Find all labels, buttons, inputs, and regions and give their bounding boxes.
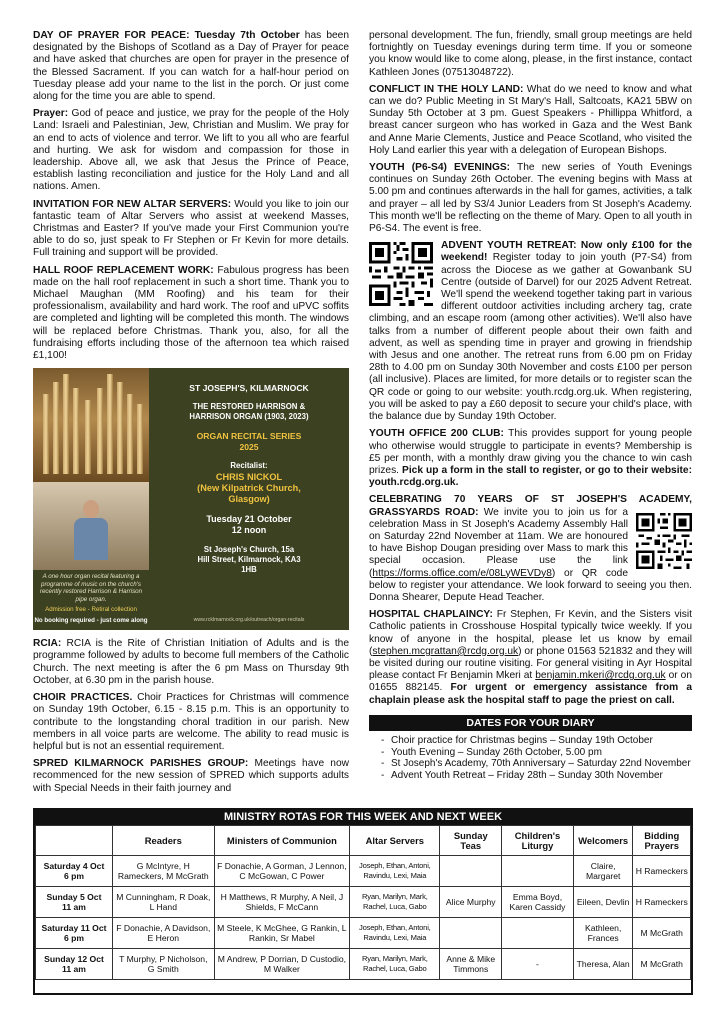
retreat-qr-code[interactable] (369, 242, 433, 306)
rota-header-row (36, 826, 691, 856)
day-of-prayer-text: has been designated by the Bishops of Scotland as a Day of Prayer for peace and have asked that churches are open for prayer in the presence of the Blessed Sacrament. If you can watch for a half-hour period on Tuesday please add your name to the list in the porch. Or just come along for the time you are able to spend. (33, 30, 349, 103)
rota-col-header: Sunday Teas (440, 826, 502, 856)
rota-bidding-cell: H Rameckers (633, 856, 691, 887)
academy-registration-link[interactable]: https://forms.office.com/e/08LyWEVDy8 (372, 567, 552, 579)
table-row (36, 887, 691, 918)
diary-item: - Advent Youth Retreat – Friday 28th – Sunday 30th November (381, 770, 692, 782)
rota-welcomers-cell: Theresa, Alan (573, 949, 633, 980)
rcia-notice (33, 638, 349, 687)
hall-roof-notice (33, 265, 349, 363)
rota-liturgy-cell (502, 856, 574, 887)
rcia-heading: RCIA: (33, 638, 62, 650)
poster-date: Tuesday 21 October (206, 514, 292, 525)
rota-col-header: Welcomers (573, 826, 633, 856)
retreat-text: Register today to join youth (P7-S4) from across the Diocese as we gather at Gowanbank SU Centre (outside of Darvel) for our 2025 Advent Retreat. We'll spend the weekend together taking part in various different outdoor activities including archery tag, crate climbing, and an escape room (among other activities). We'll also have talks from a number of different people about their own faith and advent, as well as spending time in prayer and growing in friendship with Jesus and one another. The retreat runs from 6.00 pm on Friday 28th to 4.00 pm on Sunday 30th November and costs £100 per person (all inclusive). Places are limited, for more details or to register scan the QR code or going to our website: youth.rcdg.org.uk. When registering, you will be asked to pay a £60 deposit to secure your child's place, with the balance due by Sunday 19th October. (369, 252, 692, 423)
club-bold: Pick up a form in the stall to register, or go to their website: youth.rcdg.org.uk. (369, 464, 692, 489)
club-heading: YOUTH OFFICE 200 CLUB: (369, 428, 504, 440)
rota-col-header: Readers (112, 826, 214, 856)
rota-communion-cell: M Andrew, P Dorrian, D Custodio, M Walker (214, 949, 350, 980)
poster-time: 12 noon (231, 525, 267, 536)
table-row (36, 856, 691, 887)
hospital-text-1: Fr Stephen, Fr Kevin, and the Sisters visit Catholic patients in Crosshouse Hospital typically twice weekly. If you know of anyone in the hospital, please let us know by email ( (369, 609, 692, 657)
day-of-prayer-notice (33, 30, 349, 103)
youth-heading: YOUTH (P6-S4) EVENINGS: (369, 162, 511, 174)
rota-readers-cell: G McIntyre, H Rameckers, M McGrath (112, 856, 214, 887)
rota-teas-cell: Alice Murphy (440, 887, 502, 918)
rota-col-header: Bidding Prayers (633, 826, 691, 856)
prayer-heading: Prayer: (33, 108, 69, 120)
hospital-notice (369, 609, 692, 707)
hall-roof-text: Fabulous progress has been made on the hall roof replacement in such a short time. Thank you to Michael Maughan (MM Roofing) and his team for their professionalism, availability and hard work. The roof and uPVC soffits are completed and lighting will be completed this month. The windows will be replaced before Christmas. Thank you, also, for all the fundraising efforts including those of the afternoon tea which raised £1,100! (33, 264, 349, 362)
recitalist-figure (71, 500, 111, 560)
academy-heading: CELEBRATING 70 YEARS OF ST JOSEPH'S ACADEMY, GRASSYARDS ROAD: (369, 494, 692, 518)
spred-continued: personal development. The fun, friendly, small group meetings are held fortnightly on Tuesday evenings during term time. If you or someone you know would like to come along, please, in the first instance, contact Kathleen Jones (07513048722). (369, 30, 692, 78)
spred-text: Meetings have now recommenced for the new session of SPRED which supports adults with Special Needs in their faith journey and (33, 758, 349, 794)
hospital-text-3: or on 01655 882145. (369, 670, 692, 694)
poster-caption: A one hour organ recital featuring a programme of music on the church's recently restored Harrison & Harrison pipe organ. (39, 573, 143, 604)
ministry-rota (33, 808, 693, 995)
rota-welcomers-cell: Claire, Margaret (573, 856, 633, 887)
hospital-email-link-2[interactable]: benjamin.mkeri@rcdg.org.uk (535, 670, 666, 682)
academy-text-2: ) or QR code below to register your attendance. We look forward to seeing you then. Donna Shearer, Depute Head Teacher. (369, 567, 692, 603)
rota-communion-cell: F Donachie, A Gorman, J Lennon, C McGowan, C Power (214, 856, 350, 887)
poster-series: ORGAN RECITAL SERIES 2025 (196, 431, 302, 452)
poster-admission: Admission free - Retiral collection (45, 605, 137, 613)
day-of-prayer-heading: DAY OF PRAYER FOR PEACE: Tuesday 7th October (33, 30, 300, 41)
academy-text-1: We invite you to join us for a celebration Mass in St Joseph's Academy Assembly Hall on Saturday 22nd November at 11am. We are honoured to have Bishop Dougan presiding over Mass to mark this special occasion. Please use the link ( (369, 506, 628, 579)
rota-welcomers-cell: Kathleen, Frances (573, 918, 633, 949)
poster-details (149, 368, 349, 630)
organ-recital-poster (33, 368, 349, 630)
hospital-heading: HOSPITAL CHAPLAINCY: (369, 609, 493, 621)
right-column (369, 30, 692, 781)
spred-heading: SPRED KILMARNOCK PARISHES GROUP: (33, 758, 249, 770)
rota-teas-cell (440, 856, 502, 887)
rota-servers-cell: Joseph, Ethan, Antoni, Ravindu, Lexi, Maia (350, 856, 440, 887)
rota-day-cell: Sunday 12 Oct 11 am (36, 949, 113, 980)
poster-church: ST JOSEPH'S, KILMARNOCK (189, 383, 309, 394)
altar-servers-heading: INVITATION FOR NEW ALTAR SERVERS: (33, 198, 232, 210)
rota-bidding-cell: M McGrath (633, 949, 691, 980)
poster-booking: No booking required - just come along (34, 617, 148, 625)
rota-teas-cell: Anne & Mike Timmons (440, 949, 502, 980)
table-row (36, 918, 691, 949)
club-notice (369, 428, 692, 489)
club-text: This provides support for young people who otherwise would struggle to participate in events? Membership is £5 per month, with a monthly draw giving you the chance to win cash prizes. (369, 428, 693, 476)
poster-url: www.rcklmarnock.org.uk/outreach/organ-recitals (193, 617, 305, 624)
rota-servers-cell: Ryan, Marilyn, Mark, Rachel, Luca, Gabo (350, 887, 440, 918)
rota-day-cell: Saturday 4 Oct 6 pm (36, 856, 113, 887)
youth-text: The new series of Youth Evenings continues on Sunday 26th October. The evening begins with Mass at 5.00 pm and continues afterwards in the hall for games, activities, a talk and prayer – all led by S3/4 Junior Leaders from St Joseph's Academy. This month we'll be reflecting on the theme of Mary. Open to all youth in P6-S4. The event is free. (369, 162, 692, 235)
rota-welcomers-cell: Eileen, Devlin (573, 887, 633, 918)
spred-notice (33, 758, 349, 795)
recitalist-photo (33, 482, 149, 570)
rcia-text: RCIA is the Rite of Christian Initiation of Adults and is the programme followed by adults to become full members of the Catholic Church. The next meeting is after the 6 pm Mass on Thursday 9th October, at 6.30 pm in the parish house. (33, 638, 349, 686)
rota-liturgy-cell (502, 918, 574, 949)
rota-day-cell: Sunday 5 Oct 11 am (36, 887, 113, 918)
altar-servers-notice (33, 199, 349, 260)
academy-notice (369, 494, 692, 604)
prayer-text: God of peace and justice, we pray for the people of the Holy Land: Israeli and Palestinian, Jew, Christian and Muslim. We pray for an end to acts of violence and terror. We lift to you all who are fearful and hurting. We ask for wisdom and compassion for those in leadership. Above all, we ask that Jesus the Prince of Peace, establish lasting reconciliation and justice for the Holy Land and all nations. Amen. (33, 108, 349, 193)
rota-bidding-cell: H Rameckers (633, 887, 691, 918)
academy-qr-code[interactable] (636, 513, 692, 569)
poster-recitalist-church: (New Kilpatrick Church, Glasgow) (197, 483, 301, 505)
rota-day-cell: Saturday 11 Oct 6 pm (36, 918, 113, 949)
poster-recitalist: CHRIS NICKOL (215, 472, 283, 483)
rota-col-header (36, 826, 113, 856)
rota-liturgy-cell: - (502, 949, 574, 980)
rota-communion-cell: M Steele, K McGhee, G Rankin, L Rankin, Sr Mabel (214, 918, 350, 949)
rota-readers-cell: M Cunningham, R Doak, L Hand (112, 887, 214, 918)
choir-notice (33, 692, 349, 753)
poster-organ: THE RESTORED HARRISON & HARRISON ORGAN (1903, 2023) (189, 402, 309, 421)
rota-teas-cell (440, 918, 502, 949)
rota-col-header: Children's Liturgy (502, 826, 574, 856)
rota-col-header: Ministers of Communion (214, 826, 350, 856)
organ-photo (33, 368, 149, 482)
diary-item: - Choir practice for Christmas begins – Sunday 19th October (381, 735, 692, 747)
retreat-subheading: : Now only £100 for the weekend! (441, 240, 692, 264)
rota-bidding-cell: M McGrath (633, 918, 691, 949)
hall-roof-heading: HALL ROOF REPLACEMENT WORK: (33, 264, 214, 276)
retreat-heading: ADVENT YOUTH RETREAT (441, 240, 574, 252)
youth-notice (369, 162, 692, 235)
hospital-text-2: ) or phone 01563 521832 and they will be visited during our routine visiting. For general visiting in Ayr Hospital please contact Fr Benjamin Mkeri at (369, 645, 692, 682)
rota-servers-cell: Joseph, Ethan, Antoni, Ravindu, Lexi, Maia (350, 918, 440, 949)
retreat-notice (369, 240, 692, 423)
hospital-bold: For urgent or emergency assistance from a chaplain please ask the hospital staff to page the priest on call. (369, 682, 692, 706)
altar-servers-text: Would you like to join our fantastic team of Altar Servers who assist at weekend Masses, Christmas and Easter? If you've made your First Communion you're able to do so, just speak to Fr Stephen or Fr Kevin for more details. Full training and support will be provided. (33, 198, 349, 259)
rota-servers-cell: Ryan, Marilyn, Mark, Rachel, Luca, Gabo (350, 949, 440, 980)
rota-readers-cell: T Murphy, P Nicholson, G Smith (112, 949, 214, 980)
left-column (33, 30, 349, 800)
rota-liturgy-cell: Emma Boyd, Karen Cassidy (502, 887, 574, 918)
table-row (36, 949, 691, 980)
choir-text: Choir Practices for Christmas will commence on Sunday 19th October, 6.15 - 8.15 p.m. This is an opportunity to contribute to the longstanding choral tradition in our parish. New members in all voice parts are welcome. The ability to read music is helpful but is not an essential requirement. (33, 692, 349, 752)
diary-item: - Youth Evening – Sunday 26th October, 5.00 pm (381, 747, 692, 759)
rota-communion-cell: H Matthews, R Murphy, A Neil, J Shields, F McCann (214, 887, 350, 918)
conflict-text: What do we need to know and what can we do? Public Meeting in St Mary's Hall, Saltcoats, KA21 5BW on Sunday 5th October at 3 pm. Guest Speakers - Phillippa Whitford, a breast cancer surgeon who has worked in Gaza and the West Bank and Anne Marie Clements, Justice and Peace Scotland, who visited the Holy Land earlier this year with a delegation of European Bishops. (369, 83, 692, 156)
hospital-email-link-1[interactable]: stephen.mcgrattan@rcdg.org.uk (372, 645, 519, 657)
rota-table (35, 825, 691, 980)
rota-col-header: Altar Servers (350, 826, 440, 856)
poster-caption-block (33, 570, 149, 630)
conflict-notice (369, 84, 692, 157)
conflict-heading: CONFLICT IN THE HOLY LAND: (369, 83, 524, 95)
poster-venue: St Joseph's Church, 15a Hill Street, Kilmarnock, KA3 1HB (197, 545, 301, 574)
diary-heading: DATES FOR YOUR DIARY (369, 715, 692, 731)
choir-heading: CHOIR PRACTICES. (33, 692, 133, 704)
diary-list (381, 735, 692, 781)
rota-title: MINISTRY ROTAS FOR THIS WEEK AND NEXT WEEK (35, 810, 691, 825)
rota-readers-cell: F Donachie, A Davidson, E Heron (112, 918, 214, 949)
diary-item: - St Joseph's Academy, 70th Anniversary – Saturday 22nd November (381, 758, 692, 770)
poster-recitalist-label: Recitalist: (230, 461, 268, 471)
prayer-notice (33, 108, 349, 193)
